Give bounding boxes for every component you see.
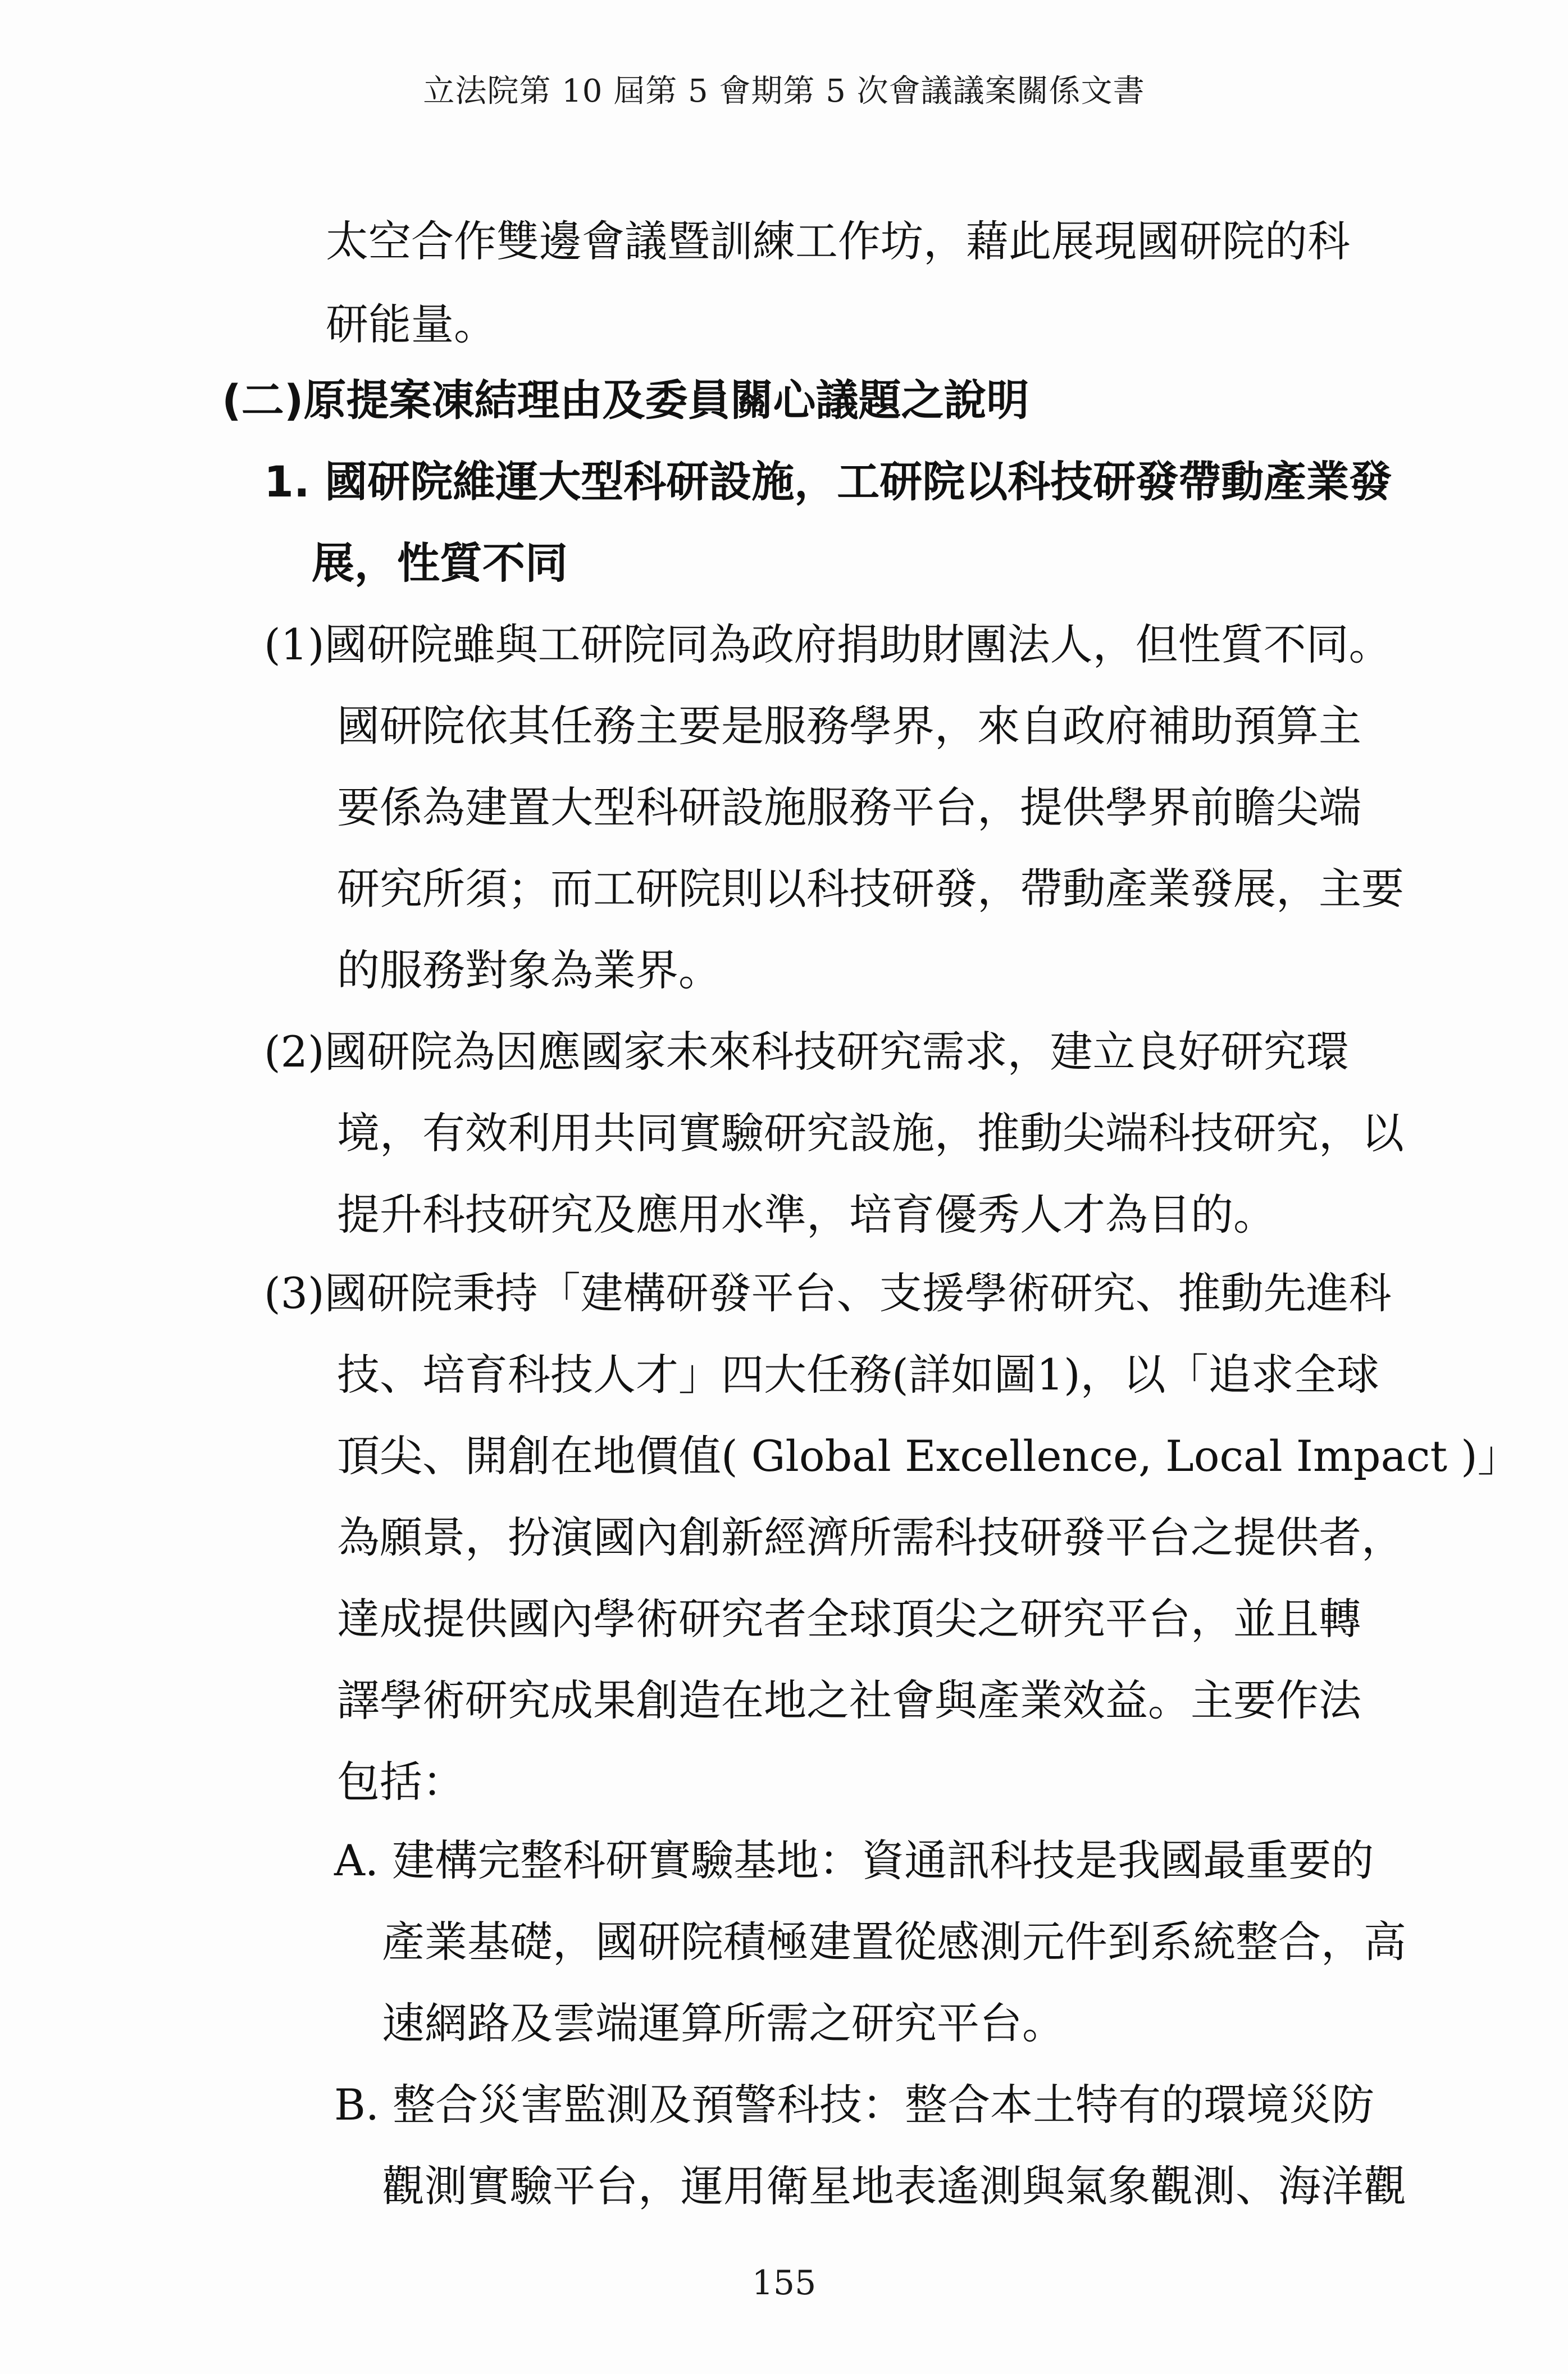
list-item: (1)國研院雖與工研院同為政府捐助財團法人，但性質不同。 [264,619,1392,669]
sub-item: B. 整合災害監測及預警科技：整合本土特有的環境災防 [334,2080,1375,2130]
list-item-line: 提升科技研究及應用水準，培育優秀人才為目的。 [337,1190,1276,1240]
section-heading: (二)原提案凍結理由及委員關心議題之說明 [222,375,1029,425]
list-item-line: 的服務對象為業界。 [337,945,721,995]
sub-item: A. 建構完整科研實驗基地：資通訊科技是我國最重要的 [334,1835,1374,1885]
list-item: (3)國研院秉持「建構研發平台、支援學術研究、推動先進科 [264,1268,1392,1318]
list-item-line: 研究所須；而工研院則以科技研發，帶動產業發展，主要 [337,864,1404,914]
body-line: 研能量。 [326,299,496,349]
body-line: 太空合作雙邊會議暨訓練工作坊，藉此展現國研院的科 [326,216,1350,266]
list-item-line: 境，有效利用共同實驗研究設施，推動尖端科技研究，以 [337,1108,1404,1158]
list-item-line: 技、培育科技人才」四大任務(詳如圖1)，以「追求全球 [337,1350,1379,1400]
page-header: 立法院第 10 屆第 5 會期第 5 次會議議案關係文書 [423,73,1145,110]
list-item-line: 達成提供國內學術研究者全球頂尖之研究平台，並且轉 [337,1594,1361,1644]
list-item-line: 譯學術研究成果創造在地之社會與產業效益。主要作法 [337,1675,1361,1725]
list-item-line: 頂尖、開創在地價值( Global Excellence, Local Impact )」 [337,1431,1520,1481]
page-number: 155 [751,2263,817,2303]
list-item: (2)國研院為因應國家未來科技研究需求，建立良好研究環 [264,1027,1349,1077]
sub-item-line: 速網路及雲端運算所需之研究平台。 [382,1998,1065,2048]
list-item-line: 要係為建置大型科研設施服務平台，提供學界前瞻尖端 [337,782,1361,832]
list-item-line: 國研院依其任務主要是服務學界，來自政府補助預算主 [337,701,1361,751]
list-item-line: 為願景，扮演國內創新經濟所需科技研發平台之提供者， [337,1512,1404,1562]
list-item-line: 包括： [337,1757,465,1807]
subsection-heading: 1. 國研院維運大型科研設施，工研院以科技研發帶動產業發 [264,457,1392,507]
sub-item-line: 觀測實驗平台，運用衛星地表遙測與氣象觀測、海洋觀 [382,2161,1406,2211]
sub-item-line: 產業基礎，國研院積極建置從感測元件到系統整合，高 [382,1917,1406,1967]
subsection-heading: 展，性質不同 [312,538,568,588]
